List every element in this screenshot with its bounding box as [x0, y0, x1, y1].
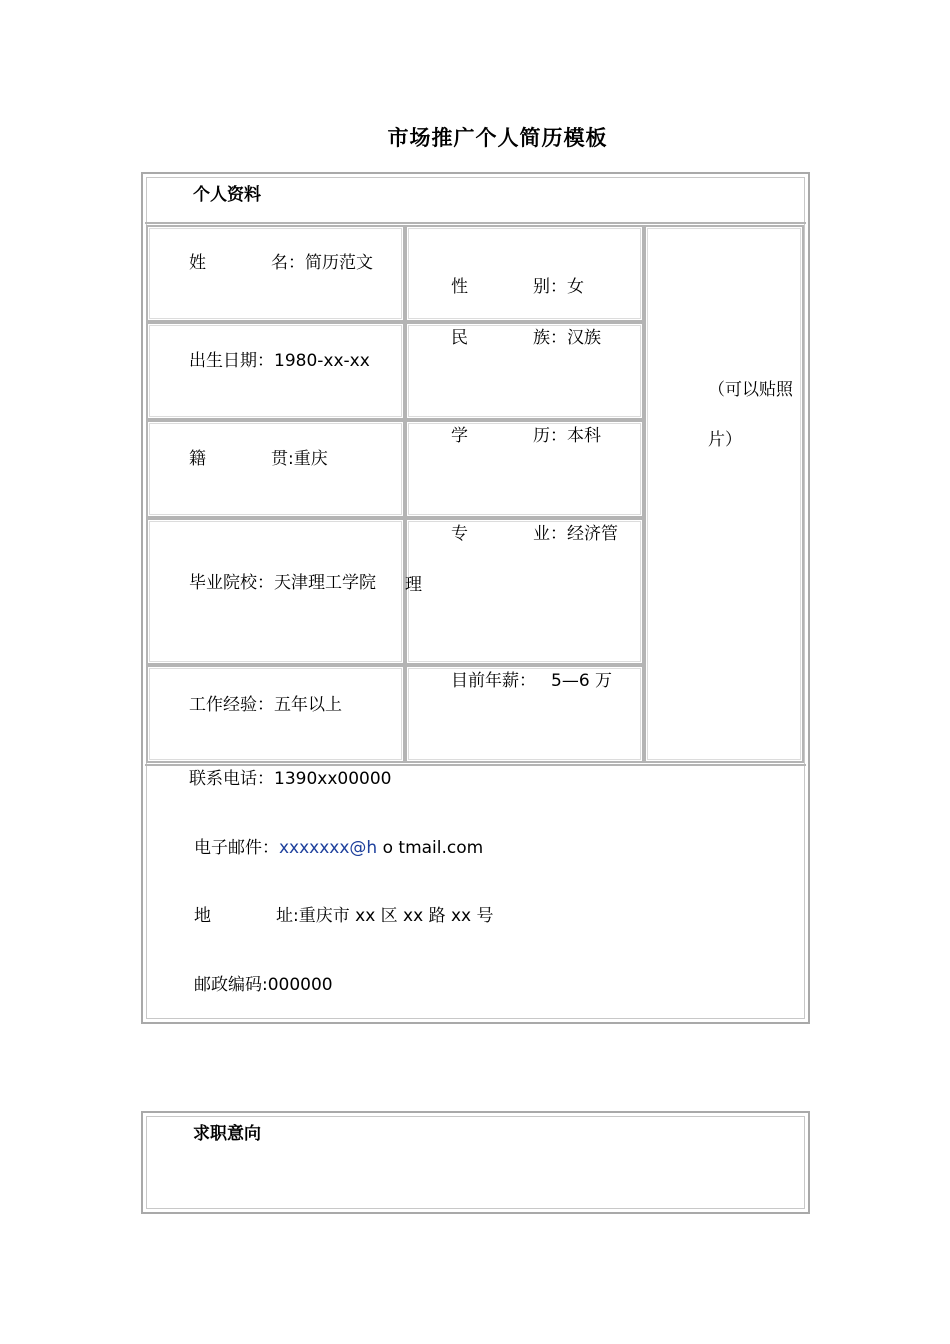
- birth-text: 出生日期：1980-xx-xx: [189, 351, 370, 371]
- address-label-char: 地: [194, 906, 211, 926]
- ethnic-value: 族：汉族: [533, 328, 601, 348]
- major-label-char: 专: [451, 524, 468, 544]
- native-label-char: 籍: [189, 449, 206, 469]
- gender-cell: [405, 225, 644, 322]
- document-title: 市场推广个人简历模板: [387, 126, 608, 150]
- email-label: 电子邮件：: [194, 838, 279, 858]
- photo-placeholder-line2: 片）: [708, 430, 742, 450]
- gender-value: 别：女: [533, 277, 584, 297]
- education-value: 历：本科: [533, 426, 601, 446]
- personal-info-heading: 个人资料: [193, 185, 261, 205]
- name-value: 名：简历范文: [271, 253, 373, 273]
- photo-cell: [644, 225, 804, 763]
- email-rest: o tmail.com: [377, 838, 484, 858]
- education-cell: [405, 420, 644, 518]
- postcode-text: 邮政编码:000000: [194, 975, 333, 995]
- experience-text: 工作经验：五年以上: [189, 695, 342, 715]
- gender-label-char: 性: [451, 277, 468, 297]
- job-intent-heading: 求职意向: [193, 1124, 261, 1144]
- phone-text: 联系电话：1390xx00000: [189, 769, 392, 789]
- education-label-char: 学: [451, 426, 468, 446]
- major-wrap-text: 理: [405, 575, 422, 595]
- ethnic-label-char: 民: [451, 328, 468, 348]
- name-label-char: 姓: [189, 253, 206, 273]
- salary-label: 目前年薪：: [451, 671, 536, 691]
- address-value: 址:重庆市 xx 区 xx 路 xx 号: [276, 906, 494, 926]
- ethnic-cell: [405, 322, 644, 420]
- photo-placeholder-line1: （可以贴照: [708, 380, 793, 400]
- major-value: 业：经济管: [533, 524, 618, 544]
- native-value: 贯:重庆: [271, 449, 328, 469]
- school-text: 毕业院校：天津理工学院: [189, 573, 376, 593]
- salary-value: 5—6 万: [551, 671, 613, 691]
- email-link[interactable]: xxxxxxx@h: [279, 838, 378, 858]
